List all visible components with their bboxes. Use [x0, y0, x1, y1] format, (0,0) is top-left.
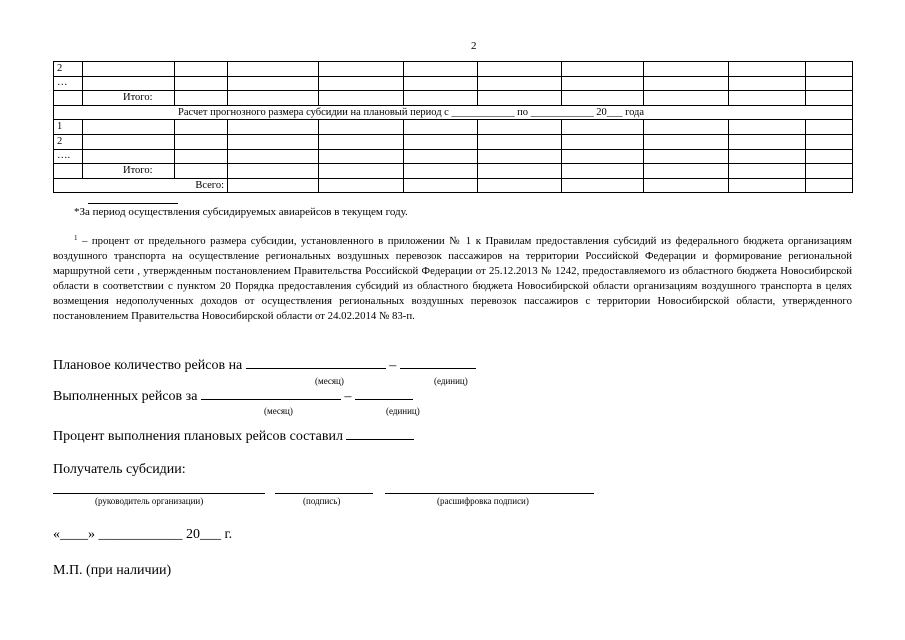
completed-units-caption: (единиц)	[386, 406, 420, 416]
table-row	[54, 105, 853, 120]
period-heading-cell: Расчет прогнозного размера субсидии на плановый период с ____________ по ____________ 20___ года	[54, 105, 853, 120]
table-cell	[175, 91, 228, 106]
footnote-separator	[88, 203, 178, 204]
percent-field[interactable]	[346, 427, 414, 440]
table-cell	[319, 91, 404, 106]
table-cell	[175, 149, 228, 164]
table-cell	[644, 62, 729, 77]
table-cell	[478, 62, 562, 77]
table-row	[54, 91, 853, 106]
signature-caption: (подпись)	[303, 496, 341, 506]
table-cell	[228, 134, 319, 149]
row-number-cell: 1	[54, 120, 83, 135]
table-row	[54, 76, 853, 91]
table-cell	[319, 76, 404, 91]
table-cell	[478, 76, 562, 91]
table-cell	[404, 76, 478, 91]
table-cell	[404, 91, 478, 106]
percent-label: Процент выполнения плановых рейсов составил	[53, 429, 343, 444]
completed-units-field[interactable]	[355, 387, 413, 400]
table-cell	[644, 120, 729, 135]
table-row	[54, 149, 853, 164]
table-cell	[644, 91, 729, 106]
grand-total-label-cell: Всего:	[54, 178, 228, 193]
table-cell	[319, 120, 404, 135]
row-number-cell	[54, 164, 83, 179]
table-cell	[562, 178, 644, 193]
row-number-cell: ….	[54, 149, 83, 164]
date-line: «____» ____________ 20___ г.	[53, 527, 233, 542]
table-cell	[228, 149, 319, 164]
table-cell	[319, 62, 404, 77]
page-number: 2	[471, 40, 477, 52]
table-cell	[562, 134, 644, 149]
row-number-cell: 2	[54, 62, 83, 77]
table-cell	[644, 178, 729, 193]
table-cell	[228, 91, 319, 106]
table-cell	[729, 164, 806, 179]
table-cell	[228, 76, 319, 91]
table-row	[54, 164, 853, 179]
table-cell	[562, 76, 644, 91]
table-cell	[806, 178, 853, 193]
table-row	[54, 134, 853, 149]
decoding-line[interactable]	[385, 493, 594, 494]
table-cell	[729, 62, 806, 77]
signature-line[interactable]	[275, 493, 373, 494]
table-cell	[562, 120, 644, 135]
table-cell	[404, 134, 478, 149]
row-number-cell: …	[54, 76, 83, 91]
table-cell	[729, 76, 806, 91]
footnote-one	[53, 234, 852, 324]
row-number-cell	[54, 91, 83, 106]
table-cell	[175, 76, 228, 91]
table-cell	[806, 76, 853, 91]
completed-month-caption: (месяц)	[264, 406, 293, 416]
table-cell	[806, 120, 853, 135]
table-cell	[319, 134, 404, 149]
table-cell	[478, 91, 562, 106]
table-cell	[806, 149, 853, 164]
recipient-label: Получатель субсидии:	[53, 462, 186, 477]
decoding-caption: (расшифровка подписи)	[437, 496, 529, 506]
planned-flights-label: Плановое количество рейсов на	[53, 358, 243, 373]
table-cell	[478, 178, 562, 193]
table-cell	[644, 134, 729, 149]
table-row	[54, 178, 853, 193]
row-number-cell: 2	[54, 134, 83, 149]
table-cell	[175, 164, 228, 179]
table-cell	[806, 62, 853, 77]
table-cell	[83, 134, 175, 149]
planned-flights-row	[53, 356, 476, 374]
table-cell	[478, 134, 562, 149]
planned-dash: –	[389, 358, 397, 373]
table-cell	[478, 149, 562, 164]
stamp-label: М.П. (при наличии)	[53, 563, 172, 578]
table-cell	[729, 178, 806, 193]
table-cell	[228, 120, 319, 135]
table-cell	[729, 91, 806, 106]
table-cell	[404, 120, 478, 135]
planned-units-caption: (единиц)	[434, 376, 468, 386]
table-cell	[404, 149, 478, 164]
table-cell	[478, 120, 562, 135]
subsidy-table	[53, 61, 853, 193]
table-cell	[806, 164, 853, 179]
footnote-star: *За период осуществления субсидируемых авиарейсов в текущем году.	[74, 206, 408, 218]
table-cell	[404, 178, 478, 193]
table-cell	[562, 91, 644, 106]
head-signature-line[interactable]	[53, 493, 265, 494]
planned-units-field[interactable]	[400, 356, 476, 369]
table-cell	[319, 178, 404, 193]
table-cell	[404, 62, 478, 77]
head-caption: (руководитель организации)	[95, 496, 204, 506]
table-cell	[319, 164, 404, 179]
table-cell	[404, 164, 478, 179]
table-cell	[175, 62, 228, 77]
table-cell	[729, 134, 806, 149]
table-cell	[478, 164, 562, 179]
completed-flights-row	[53, 387, 413, 405]
planned-month-caption: (месяц)	[315, 376, 344, 386]
table-cell	[83, 76, 175, 91]
table-cell	[806, 91, 853, 106]
completed-month-field[interactable]	[201, 387, 341, 400]
table-row	[54, 120, 853, 135]
table-cell	[562, 62, 644, 77]
table-cell	[319, 149, 404, 164]
table-cell	[228, 62, 319, 77]
table-cell	[729, 120, 806, 135]
table-cell	[729, 149, 806, 164]
table-cell	[83, 149, 175, 164]
subtotal-label-cell: Итого:	[83, 91, 175, 106]
table-cell	[562, 164, 644, 179]
completed-flights-label: Выполненных рейсов за	[53, 389, 198, 404]
footnote-one-marker: 1	[74, 234, 78, 242]
table-cell	[175, 120, 228, 135]
table-cell	[175, 134, 228, 149]
footnote-one-text: – процент от предельного размера субсидии, установленного в приложении № 1 к Правилам предоставления субсидий из федерального бюджета организациям воздушного транспорта на осуществление региональных воздушных перевозок пассажиров на территории Российской Федерации и формирование региональной маршрутной сети , утвержденным постановлением Правительства Российской Федерации от 25.12.2013 № 1242, предоставляемого из областного бюджета Новосибирской области в соответствии с пунктом 20 Порядка предоставления субсидий из областного бюджета Новосибирской области организациям воздушного транспорта в целях возмещения недополученных доходов от осуществления региональных воздушных перевозок пассажиров с территории Новосибирской области, утвержденного постановлением Правительства Новосибирской области от 24.02.2014 № 83-п.	[53, 235, 852, 322]
table-cell	[644, 149, 729, 164]
table-cell	[228, 178, 319, 193]
table-cell	[644, 164, 729, 179]
table-cell	[644, 76, 729, 91]
planned-month-field[interactable]	[246, 356, 386, 369]
table-row	[54, 62, 853, 77]
table-cell	[562, 149, 644, 164]
table-cell	[806, 134, 853, 149]
percent-row	[53, 427, 414, 445]
completed-dash: –	[344, 389, 352, 404]
table-cell	[83, 120, 175, 135]
table-cell	[228, 164, 319, 179]
table-cell	[83, 62, 175, 77]
subtotal-label-cell: Итого:	[83, 164, 175, 179]
